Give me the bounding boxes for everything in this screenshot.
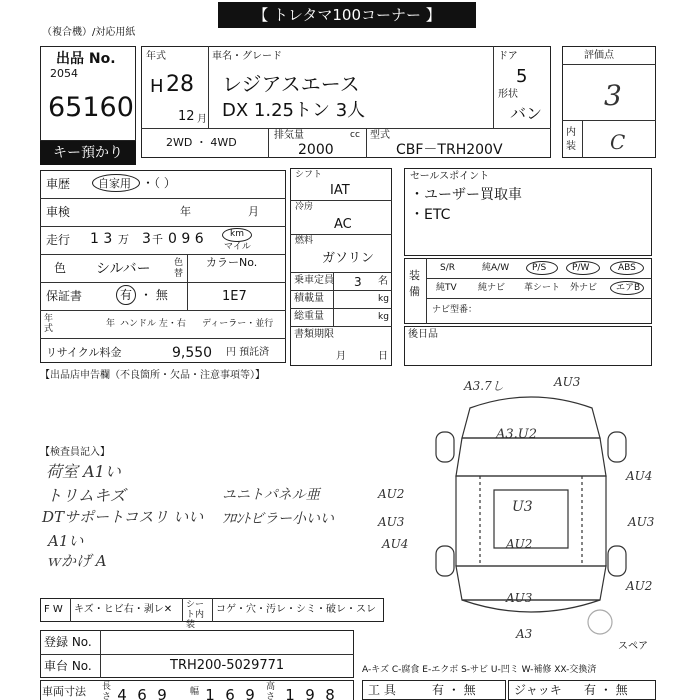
lot-label: 出品 No. [56, 51, 116, 67]
chassis-label: 車台 No. [44, 659, 92, 673]
equip-abs: ABS [618, 263, 636, 273]
equip-airbag: エアB [616, 283, 641, 293]
mile-unit: マイル [224, 242, 251, 252]
sen-unit: 千 [152, 233, 163, 246]
lot-number: 65160 [48, 92, 134, 123]
defect-fw: F W [44, 604, 63, 615]
inspector-label: 【検査員記入】 [40, 447, 110, 458]
mileage-rest: 0 9 6 [168, 231, 204, 247]
equip-leather: 革シート [524, 283, 561, 293]
spare-label: スペア [618, 641, 648, 652]
dims-w-label: 幅 [190, 687, 200, 697]
displacement-label: 排気量 [274, 130, 304, 141]
doors: 5 [516, 66, 528, 87]
color-no: 1E7 [222, 289, 247, 304]
warranty-yes: 有 [120, 288, 133, 302]
ac-value: AC [334, 217, 352, 232]
diag-label-6: AU3 [378, 515, 405, 529]
lot-sub-label: 2054 [50, 67, 78, 80]
note-5: ｗかげ A [46, 552, 107, 570]
sales-point-1: ・ユーザー買取車 [410, 187, 522, 203]
tool-label: 工 具 [368, 683, 396, 697]
jack-value: 有 ・ 無 [584, 683, 628, 697]
dims-h-label: 高さ [266, 682, 276, 700]
displacement: 2000 [298, 142, 334, 158]
doc-month: 月 [336, 351, 346, 362]
note-top: （複合機）/対応用紙 [42, 27, 136, 38]
key-label: キー預かり [40, 141, 136, 165]
warranty-rest: ・ 無 [140, 288, 168, 302]
score-value: 3 [604, 79, 622, 112]
year-value: 28 [166, 72, 194, 97]
doc-label: 書類期限 [294, 329, 334, 340]
shaken-year-unit: 年 [180, 205, 191, 218]
load-unit: kg [378, 294, 389, 304]
diag-label-11: AU3 [506, 591, 533, 605]
note-3: DTサポートコスリ いい [42, 508, 204, 526]
equip-ps: P/S [532, 263, 547, 273]
diag-label-1: A3.7し [464, 379, 504, 393]
dims-l-label: 長さ [102, 682, 112, 700]
ac-label: 冷房 [295, 202, 314, 212]
capacity-unit: 名 [378, 276, 388, 287]
history-value: 自家用 [98, 177, 131, 190]
recycle-value: 9,550 [172, 345, 213, 361]
equip-tv: 純TV [436, 283, 457, 293]
after-day-box [404, 326, 652, 366]
era: H [150, 76, 164, 97]
chassis-value: TRH200-5029771 [170, 658, 285, 673]
type-label: 型式 [370, 130, 390, 141]
km-unit: km [230, 229, 244, 239]
length-digit-1: 4 [117, 686, 127, 700]
height-digit-1: 1 [285, 686, 295, 700]
diag-label-7: AU3 [628, 515, 655, 529]
after-day-label: 後日品 [408, 329, 438, 340]
history-label: 車歴 [46, 177, 71, 191]
diag-label-12: A3 [516, 627, 533, 641]
dims-label: 車両寸法 [42, 685, 86, 698]
equip-sr: S/R [440, 263, 455, 273]
jack-label: ジャッキ [514, 683, 562, 697]
warranty-label: 保証書 [46, 289, 83, 303]
history-rest: ・（ ） [142, 176, 176, 190]
diag-label-13: AU2 [626, 579, 653, 593]
capacity-label: 乗車定員 [294, 275, 334, 286]
type: CBF－TRH200V [396, 142, 503, 158]
score-label: 評価点 [584, 50, 614, 61]
equip-ext-navi: 外ナビ [570, 283, 598, 293]
year-label: 年式 [146, 51, 166, 62]
gross-unit: kg [378, 312, 389, 322]
color-value: シルバー [96, 261, 151, 277]
fuel-label: 燃料 [295, 236, 314, 246]
length-digit-2: 6 [137, 686, 147, 700]
legend: A-キズ C-腐食 E-エクボ S-サビ U-凹ミ W-補修 XX-交換済 [362, 665, 597, 675]
grade: DX 1.25トン 3人 [222, 100, 366, 121]
man-unit: 万 [118, 233, 129, 246]
equip-pw: P/W [572, 263, 590, 273]
note-2: トリムキズ [46, 486, 126, 505]
note-right-1: ユニトパネル亜 [222, 487, 320, 503]
report-label: 【出品店申告欄（不良箇所・欠品・注意事項等）】 [40, 370, 265, 381]
capacity-value: 3 [354, 275, 362, 289]
equipment-label: 装備 [409, 269, 420, 298]
width-digit-1: 1 [205, 686, 215, 700]
height-digit-3: 8 [325, 686, 335, 700]
diag-label-2: AU3 [554, 375, 581, 389]
year-type-label: 年式 [44, 314, 54, 334]
shape: バン [510, 104, 543, 123]
sales-point-2: ・ETC [410, 207, 451, 223]
recycle-unit: 円 預託済 [226, 347, 270, 358]
defect-seat-label: シート内装 [186, 600, 205, 630]
month-value: 12 [178, 109, 195, 124]
equip-aw: 純A/W [482, 263, 510, 273]
year-type-unit: 年 [106, 319, 116, 329]
nav-type: ナビ型番： [432, 305, 478, 315]
tool-value: 有 ・ 無 [432, 683, 476, 697]
diag-label-10: AU2 [506, 537, 533, 551]
banner: 【 トレタマ100コーナー 】 [218, 2, 476, 28]
month-unit: 月 [197, 114, 207, 125]
width-digit-2: 6 [225, 686, 235, 700]
model-label: 車名・グレード [212, 51, 282, 62]
shaken-label: 車検 [46, 205, 71, 219]
door-label: ドア [498, 51, 518, 62]
sales-label: セールスポイント [410, 171, 490, 182]
handle: ハンドル 左・右 [120, 319, 186, 329]
defect-items: キズ・ヒビ右・剥レ✕ [74, 604, 173, 615]
shaken-month-unit: 月 [248, 205, 259, 218]
cc-unit: cc [350, 130, 360, 140]
diag-label-4: AU4 [626, 469, 653, 483]
mileage-label: 走行 [46, 233, 71, 247]
doc-day: 日 [378, 351, 388, 362]
shift-label: シフト [295, 170, 323, 180]
recycle-label: リサイクル料金 [46, 346, 122, 359]
dealer: ディーラー・並行 [202, 319, 274, 329]
note-1: 荷室 A1い [46, 462, 121, 481]
width-digit-3: 9 [245, 686, 255, 700]
height-digit-2: 9 [305, 686, 315, 700]
model-name: レジアスエース [222, 72, 360, 96]
drive: 2WD ・ 4WD [166, 136, 237, 149]
diag-label-5: AU2 [378, 487, 405, 501]
interior-label: 内装 [566, 127, 576, 152]
shift-value: IAT [330, 183, 350, 198]
length-digit-3: 9 [157, 686, 167, 700]
diag-label-3: A3.U2 [496, 427, 538, 442]
defect-items-2: コゲ・穴・汚レ・シミ・破レ・スレ [216, 604, 376, 615]
color-label: 色 [54, 261, 67, 275]
diag-label-9: U3 [512, 499, 533, 515]
mileage-sen: 3 [142, 231, 151, 247]
note-right-2: ﾌﾛﾝﾄビラー小いい [222, 511, 334, 527]
color-change: 色替 [174, 258, 184, 279]
reg-label: 登録 No. [44, 635, 92, 649]
gross-label: 総重量 [294, 311, 324, 322]
equip-navi: 純ナビ [478, 283, 506, 293]
note-4: A1い [48, 532, 84, 550]
diag-label-8: AU4 [382, 537, 409, 551]
shape-label: 形状 [498, 89, 518, 100]
interior-score: C [610, 130, 626, 154]
load-label: 積載量 [294, 293, 324, 304]
fuel-value: ガソリン [322, 251, 375, 266]
color-no-label: カラーNo. [206, 256, 258, 269]
mileage-man: 1 3 [90, 231, 113, 247]
